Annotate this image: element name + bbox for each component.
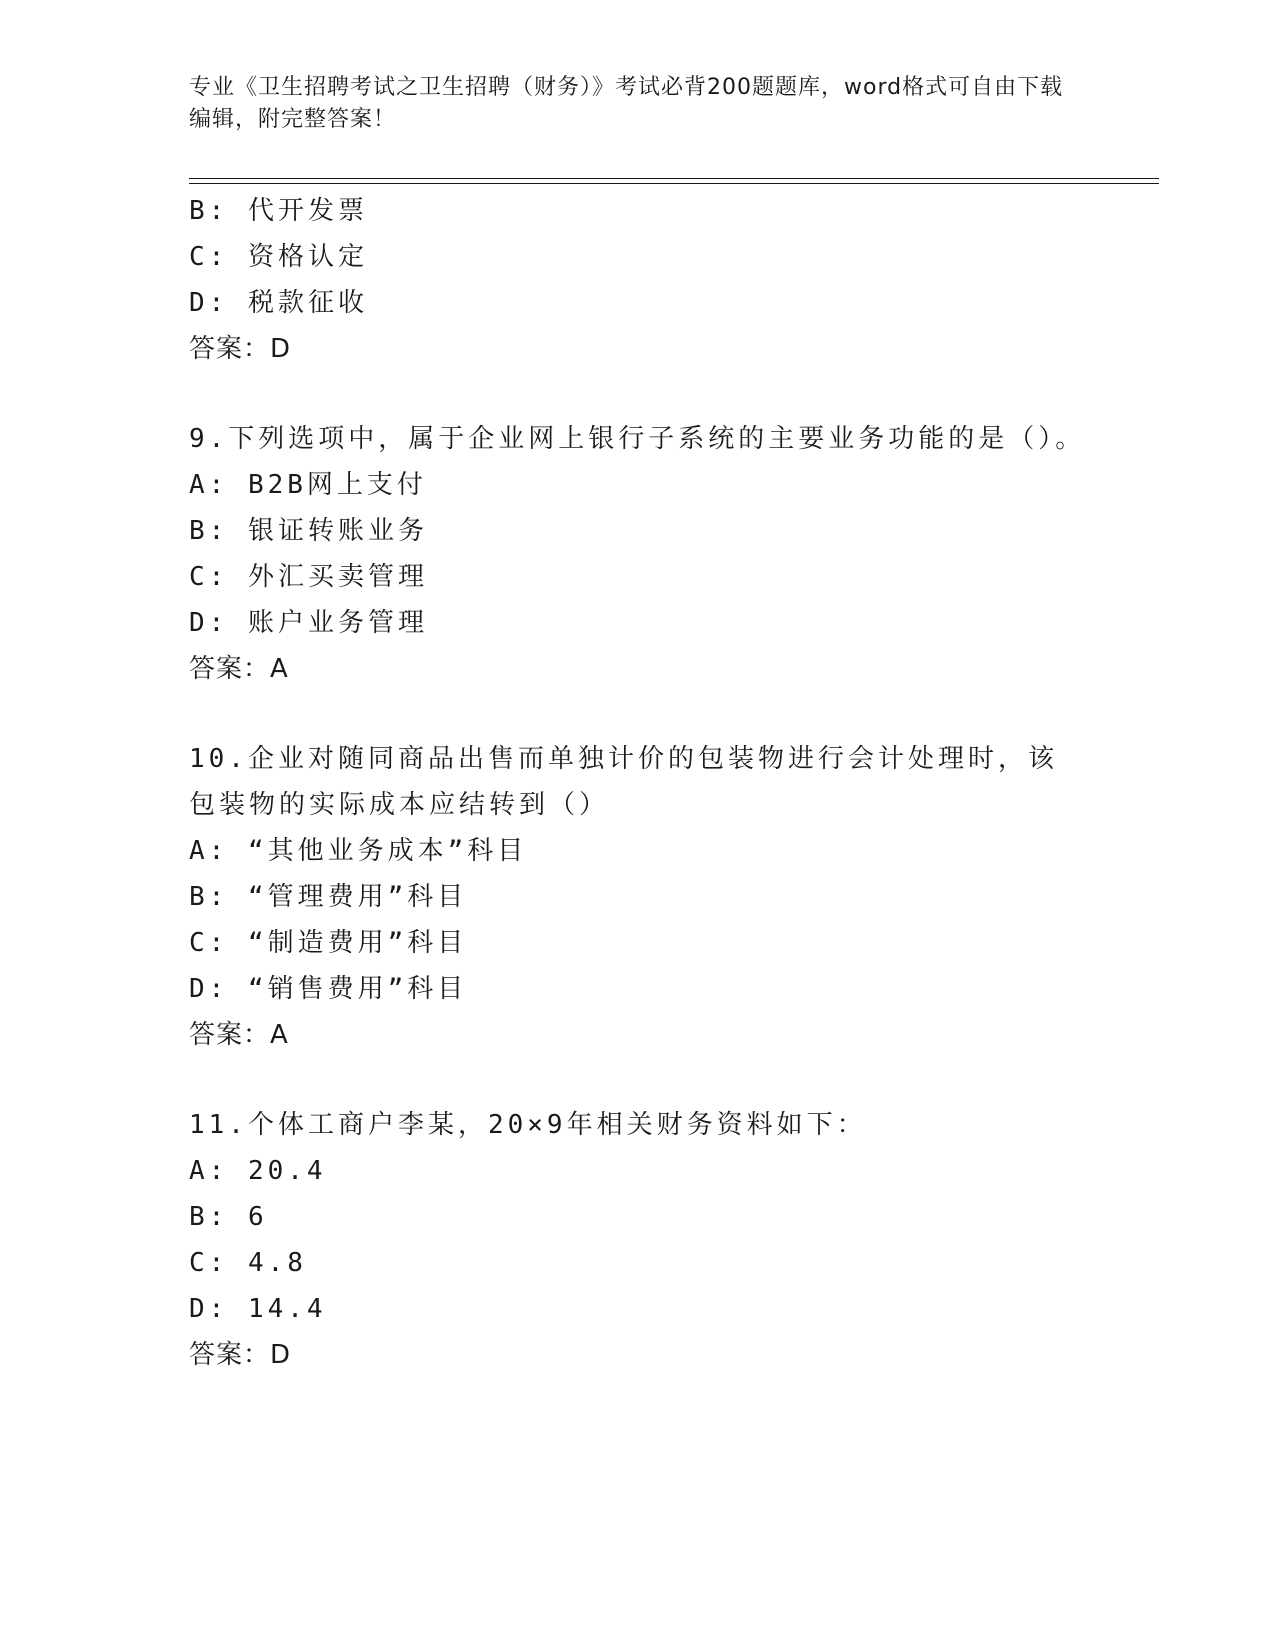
spacer xyxy=(189,1058,1089,1102)
question-block-9 xyxy=(189,416,1089,692)
option-d: D: 税款征收 xyxy=(189,288,368,318)
answer-line: 答案：D xyxy=(189,1340,292,1370)
option-b: B: 代开发票 xyxy=(189,196,368,226)
option-c: C: 外汇买卖管理 xyxy=(189,562,428,592)
question-block-prev xyxy=(189,188,1089,372)
page-header: 专业《卫生招聘考试之卫生招聘（财务）》考试必背200题题库，word格式可自由下载编辑，附完整答案！ xyxy=(189,75,1064,132)
option-b: B: “管理费用”科目 xyxy=(189,882,468,912)
document-content xyxy=(189,188,1089,1378)
question-block-10 xyxy=(189,736,1089,1058)
question-stem: 9.下列选项中，属于企业网上银行子系统的主要业务功能的是（）。 xyxy=(189,424,1086,454)
option-a: A: “其他业务成本”科目 xyxy=(189,836,528,866)
answer-line: 答案：A xyxy=(189,1020,289,1050)
question-stem: 11.个体工商户李某，20×9年相关财务资料如下： xyxy=(189,1110,867,1140)
header-divider-bottom xyxy=(189,183,1159,184)
option-d: D: 账户业务管理 xyxy=(189,608,428,638)
option-c: C: “制造费用”科目 xyxy=(189,928,468,958)
option-a: A: 20.4 xyxy=(189,1156,327,1186)
question-block-11 xyxy=(189,1102,1089,1378)
spacer xyxy=(189,692,1089,736)
option-b: B: 6 xyxy=(189,1202,268,1232)
option-b: B: 银证转账业务 xyxy=(189,516,428,546)
option-a: A: B2B网上支付 xyxy=(189,470,427,500)
spacer xyxy=(189,372,1089,416)
option-c: C: 4.8 xyxy=(189,1248,307,1278)
answer-line: 答案：D xyxy=(189,334,292,364)
option-c: C: 资格认定 xyxy=(189,242,368,272)
header-divider-top xyxy=(189,178,1159,179)
option-d: D: 14.4 xyxy=(189,1294,327,1324)
option-d: D: “销售费用”科目 xyxy=(189,974,468,1004)
answer-line: 答案：A xyxy=(189,654,289,684)
question-stem: 10.企业对随同商品出售而单独计价的包装物进行会计处理时，该包装物的实际成本应结转到（） xyxy=(189,744,1058,820)
